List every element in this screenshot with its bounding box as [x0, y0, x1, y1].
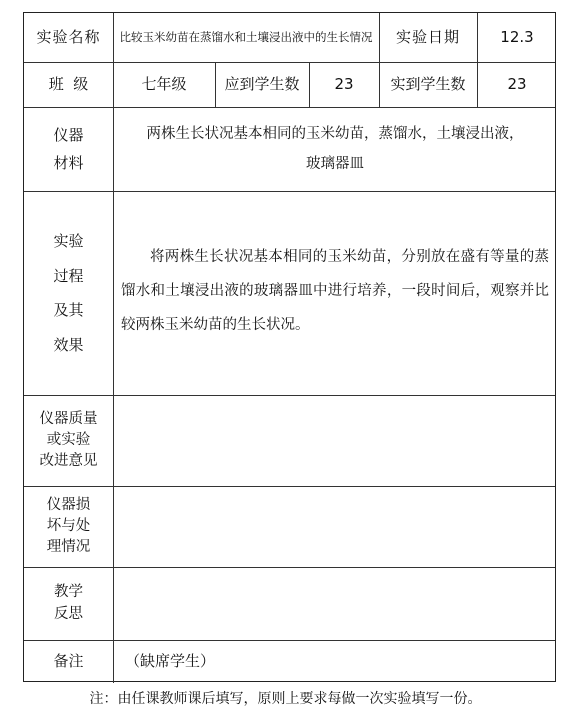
- process-label-line: 过程: [53, 266, 84, 285]
- quality-label: [24, 395, 113, 486]
- damage-label-line: 理情况: [46, 539, 91, 555]
- experiment-name-value: 比较玉米幼苗在蒸馏水和土壤浸出液中的生长情况: [119, 29, 373, 44]
- experiment-date-value: 12.3: [500, 28, 534, 47]
- process-label: [24, 191, 113, 395]
- footnote: 注：由任课教师课后填写，原则上要求每做一次实验填写一份。: [89, 691, 482, 707]
- process-text: 将两株生长状况基本相同的玉米幼苗，分别放在盛有等量的蒸馏水和土壤浸出液的玻璃器皿中进行培养，一段时间后，观察并比较两株玉米幼苗的生长状况。: [121, 249, 549, 334]
- process-label-line: 及其: [53, 301, 84, 319]
- experiment-record-table: [23, 12, 556, 682]
- expected-students-value: 23: [334, 75, 354, 94]
- expected-students-label: 应到学生数: [224, 75, 300, 94]
- reflection-label-line: 教学: [54, 584, 83, 601]
- quality-value: [113, 395, 557, 486]
- class-label: 班 级: [48, 75, 89, 94]
- materials-value: [113, 107, 557, 191]
- damage-label: [24, 486, 113, 567]
- actual-students-value: 23: [507, 75, 527, 94]
- reflection-label: [24, 567, 113, 640]
- quality-label-line: 仪器质量: [39, 410, 98, 427]
- materials-text-line: 两株生长状况基本相同的玉米幼苗，蒸馏水，土壤浸出液，: [146, 125, 524, 142]
- class-value: 七年级: [141, 75, 187, 94]
- process-label-line: 效果: [53, 335, 84, 354]
- quality-label-line: 或实验: [46, 431, 91, 448]
- damage-value: [113, 486, 557, 567]
- experiment-date-label: 实验日期: [395, 28, 460, 47]
- experiment-name-label: 实验名称: [36, 28, 101, 47]
- materials-text-line: 玻璃器皿: [306, 156, 364, 172]
- process-label-line: 实验: [53, 232, 84, 250]
- materials-label: [24, 107, 113, 191]
- reflection-label-line: 反思: [54, 605, 83, 622]
- damage-label-line: 仪器损: [46, 496, 91, 513]
- remarks-label: 备注: [53, 652, 84, 671]
- quality-label-line: 改进意见: [39, 453, 98, 469]
- materials-label-line: 仪器: [53, 125, 84, 144]
- reflection-value: [113, 567, 557, 640]
- actual-students-label: 实到学生数: [390, 75, 466, 94]
- damage-label-line: 坏与处: [46, 517, 91, 534]
- materials-label-line: 材料: [53, 154, 84, 172]
- remarks-value: （缺席学生）: [125, 652, 216, 671]
